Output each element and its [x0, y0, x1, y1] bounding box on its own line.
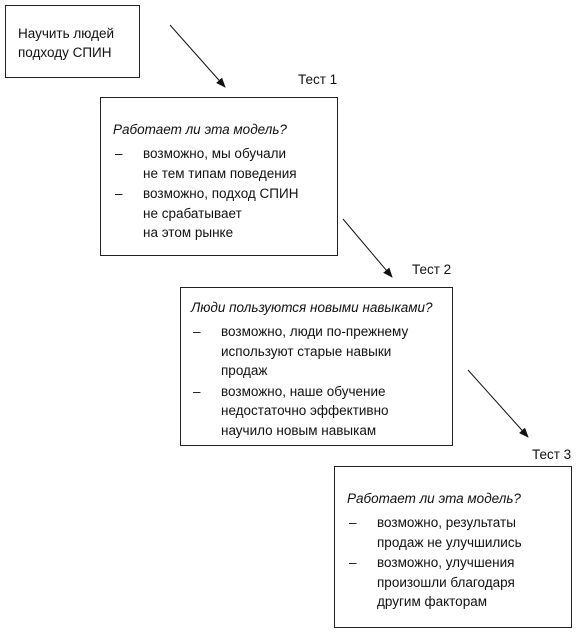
test3-question: Работает ли эта модель?: [347, 491, 521, 506]
dash-bullet: –: [115, 146, 123, 161]
test1-item-1: – возможно, мы обучали не тем типам поведения: [115, 146, 297, 181]
test1-label: Тест 1: [298, 72, 338, 87]
start-text-line1: Научить людей: [18, 26, 115, 41]
dash-bullet: –: [115, 186, 123, 201]
arrow-test2-to-test3: [468, 370, 528, 437]
arrow-test1-to-test2: [343, 219, 392, 277]
test1-box: [100, 97, 338, 256]
test3-item-1: – возможно, результаты продаж не улучшились: [349, 515, 522, 550]
test1-question: Работает ли эта модель?: [113, 122, 287, 137]
arrow-start-to-test1: [170, 25, 225, 87]
test2-box: [180, 287, 453, 446]
test3-box: [334, 466, 572, 628]
test2-item-2: – возможно, наше обучение недостаточно эффективно научило новым навыкам: [193, 383, 389, 438]
test2-question: Люди пользуются новыми навыками?: [191, 300, 433, 315]
test3-items: [347, 513, 563, 612]
dash-bullet: –: [349, 555, 357, 570]
test2-label: Тест 2: [412, 262, 452, 277]
test1-items: [113, 144, 329, 243]
dash-bullet: –: [193, 383, 201, 399]
test3-label: Тест 3: [532, 447, 572, 462]
start-box: [5, 5, 140, 78]
test2-item-1: – возможно, люди по-прежнему используют старые навыки продаж: [193, 324, 409, 378]
test3-item-2: – возможно, улучшения произошли благодаря другим факторам: [349, 555, 515, 609]
dash-bullet: –: [193, 324, 201, 339]
test1-item-2: – возможно, подход СПИН не срабатывает на этом рынке: [115, 186, 299, 240]
test2-items: [191, 322, 444, 440]
dash-bullet: –: [349, 515, 357, 530]
start-text-line2: подходу СПИН: [18, 45, 112, 60]
